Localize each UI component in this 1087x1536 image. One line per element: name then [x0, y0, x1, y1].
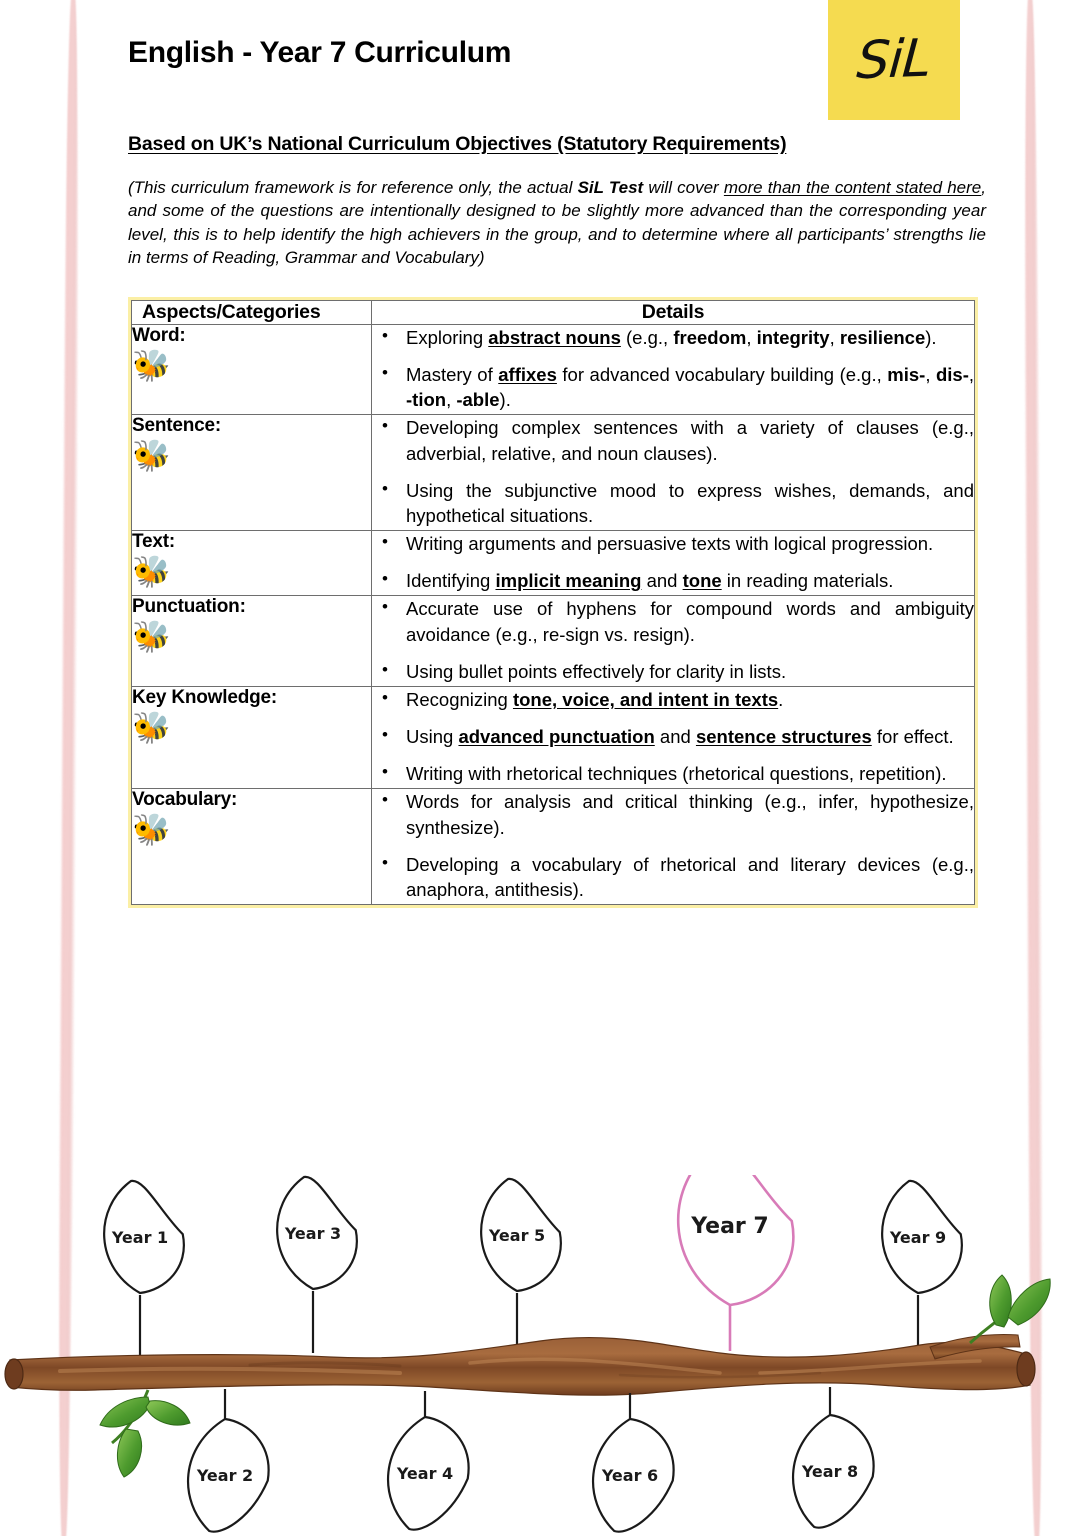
- note-part-3: , and some of the questions are intentionally designed to be slightly more advanced than the corresponding year level, this is to help identify the high achievers in the group, and to determine where all participants’ strengths lie in terms of Reading, Grammar and Vocabulary): [128, 178, 986, 268]
- text-segment: (e.g.,: [620, 327, 674, 348]
- detail-bullet: [372, 687, 974, 712]
- text-segment: Developing a vocabulary of rhetorical and literary devices (e.g., anaphora, antithesis).: [406, 853, 974, 900]
- green-sprig-left: [100, 1390, 190, 1477]
- note-part-1: (This curriculum framework is for reference only, the actual: [128, 178, 578, 197]
- bee-icon: 🐝: [132, 438, 171, 475]
- leaf-label: Year 4: [396, 1464, 454, 1483]
- details-cell: [372, 596, 975, 686]
- leaf-tag-year-6[interactable]: [593, 1419, 674, 1532]
- green-sprig-right: [970, 1275, 1050, 1343]
- detail-bullet: [372, 325, 974, 350]
- leaf-tag-year-3[interactable]: [277, 1177, 357, 1289]
- leaf-label: Year 2: [196, 1466, 254, 1485]
- bee-icon: 🐝: [132, 619, 171, 656]
- detail-bullet: [372, 478, 974, 528]
- table-row: [132, 686, 975, 788]
- text-segment: Writing arguments and persuasive texts with logical progression.: [406, 533, 934, 555]
- bold-term: -tion: [406, 389, 447, 411]
- sil-logo-text: SiL: [855, 28, 933, 92]
- aspect-cell: [132, 789, 372, 905]
- table-row: [132, 596, 975, 686]
- detail-bullet: [372, 596, 974, 646]
- bee-icon: 🐝: [132, 709, 171, 746]
- leaf-tag-year-9[interactable]: [882, 1181, 962, 1293]
- subtitle-heading: Based on UK’s National Curriculum Objectives (Statutory Requirements): [128, 133, 787, 155]
- emphasis-term: abstract nouns: [488, 327, 621, 348]
- bold-term: dis-: [935, 364, 969, 386]
- text-segment: .: [778, 688, 784, 710]
- column-header-details: Details: [372, 301, 975, 325]
- text-segment: ,: [968, 364, 975, 386]
- bee-icon: 🐝: [132, 812, 171, 849]
- emphasis-term: implicit meaning: [495, 570, 642, 592]
- branch-end-left: [5, 1359, 23, 1389]
- aspect-cell: [132, 415, 372, 531]
- text-segment: ,: [829, 327, 840, 348]
- year-branch-illustration: [0, 1175, 1087, 1536]
- emphasis-term: sentence structures: [695, 726, 872, 748]
- table-body: [132, 325, 975, 905]
- text-segment: Exploring: [406, 327, 489, 348]
- text-segment: in reading materials.: [721, 570, 894, 592]
- bold-term: integrity: [756, 327, 830, 348]
- text-segment: Identifying: [406, 570, 496, 592]
- detail-bullet: [372, 659, 974, 684]
- details-cell: [372, 415, 975, 531]
- emphasis-term: tone, voice, and intent in texts: [512, 688, 779, 710]
- leaf-label: Year 1: [111, 1228, 169, 1247]
- detail-bullet: [372, 789, 974, 839]
- curriculum-table: [131, 300, 975, 905]
- aspect-cell: [132, 596, 372, 686]
- detail-bullet: [372, 531, 974, 556]
- details-list: [372, 325, 974, 412]
- bold-term: -able: [456, 389, 500, 411]
- aspect-cell: [132, 531, 372, 596]
- text-segment: ,: [925, 364, 936, 386]
- note-part-2: will cover: [643, 178, 724, 197]
- leaf-tag-year-7[interactable]: [678, 1175, 793, 1305]
- leaf-tag-year-8[interactable]: [793, 1415, 874, 1528]
- details-cell: [372, 686, 975, 788]
- leaf-stems-down: [225, 1387, 830, 1433]
- bee-icon: 🐝: [132, 553, 171, 590]
- aspect-cell: [132, 686, 372, 788]
- aspect-label: Word:: [132, 325, 186, 346]
- leaf-label: Year 3: [284, 1224, 342, 1243]
- aspect-label: Vocabulary:: [132, 789, 238, 811]
- page-header: [128, 18, 988, 138]
- page-title: English - Year 7 Curriculum: [128, 36, 512, 69]
- leaf-tag-year-1[interactable]: [104, 1181, 184, 1293]
- leaf-tag-year-4[interactable]: [388, 1417, 469, 1530]
- text-segment: for effect.: [871, 726, 954, 748]
- table-row: [132, 325, 975, 415]
- branch-end-right: [1017, 1352, 1035, 1386]
- text-segment: and: [654, 726, 696, 748]
- emphasis-term: affixes: [498, 364, 557, 386]
- detail-bullet: [372, 568, 974, 593]
- details-list: [372, 687, 974, 786]
- bold-term: mis-: [887, 364, 926, 386]
- text-segment: Mastery of: [406, 364, 499, 386]
- leaf-label: Year 5: [488, 1226, 546, 1245]
- details-list: [372, 596, 974, 683]
- details-cell: [372, 531, 975, 596]
- detail-bullet: [372, 724, 974, 749]
- text-segment: Words for analysis and critical thinking (e.g., infer, hypothesize, synthesize).: [406, 791, 974, 838]
- curriculum-table-container: [128, 297, 978, 908]
- text-segment: Accurate use of hyphens for compound words and ambiguity avoidance (e.g., re-sign vs. resign).: [406, 598, 974, 645]
- aspect-label: Key Knowledge:: [132, 686, 277, 708]
- bee-icon: 🐝: [132, 347, 171, 384]
- text-segment: and: [641, 570, 683, 592]
- aspect-label: Sentence:: [132, 415, 222, 437]
- leaf-shape: [678, 1175, 793, 1305]
- leaf-label: Year 8: [801, 1462, 859, 1481]
- leaf-label: Year 7: [691, 1214, 769, 1239]
- table-row: [132, 531, 975, 596]
- text-segment: Writing with rhetorical techniques (rhetorical questions, repetition).: [406, 763, 947, 785]
- text-segment: ).: [499, 389, 511, 411]
- details-list: [372, 531, 974, 593]
- note-underlined-phrase: more than the content stated here: [723, 178, 982, 197]
- table-header-row: [132, 301, 975, 325]
- text-segment: ,: [746, 327, 757, 348]
- detail-bullet: [372, 362, 974, 412]
- text-segment: Using bullet points effectively for clarity in lists.: [406, 660, 787, 682]
- aspect-label: Text:: [132, 531, 175, 553]
- leaf-tag-year-2[interactable]: [188, 1419, 269, 1532]
- detail-bullet: [372, 852, 974, 902]
- bold-term: freedom: [673, 327, 747, 348]
- table-row: [132, 789, 975, 905]
- details-list: [372, 415, 974, 528]
- leaf-label: Year 9: [889, 1228, 947, 1247]
- text-segment: ,: [446, 389, 457, 411]
- aspect-cell: [132, 325, 372, 415]
- detail-bullet: [372, 761, 974, 786]
- text-segment: Developing complex sentences with a variety of clauses (e.g., adverbial, relative, and noun clauses).: [406, 417, 974, 464]
- sil-logo: [828, 0, 960, 120]
- text-segment: ).: [925, 327, 937, 348]
- details-cell: [372, 789, 975, 905]
- bold-term: resilience: [839, 327, 926, 348]
- text-segment: Recognizing: [406, 688, 513, 710]
- branch-svg: [0, 1175, 1087, 1536]
- column-header-aspects: Aspects/Categories: [132, 301, 372, 325]
- leaf-label: Year 6: [601, 1466, 659, 1485]
- text-segment: Using the subjunctive mood to express wishes, demands, and hypothetical situations.: [406, 479, 974, 526]
- emphasis-term: tone: [682, 570, 722, 592]
- table-row: [132, 415, 975, 531]
- text-segment: Using: [406, 726, 459, 748]
- detail-bullet: [372, 415, 974, 465]
- details-list: [372, 789, 974, 902]
- reference-note: [128, 176, 986, 270]
- emphasis-term: advanced punctuation: [458, 726, 655, 748]
- text-segment: for advanced vocabulary building (e.g.,: [556, 364, 888, 386]
- leaf-tag-year-5[interactable]: [481, 1179, 561, 1291]
- aspect-label: Punctuation:: [132, 596, 246, 618]
- note-bold-sil-test: SiL Test: [577, 178, 644, 197]
- details-cell: [372, 325, 975, 415]
